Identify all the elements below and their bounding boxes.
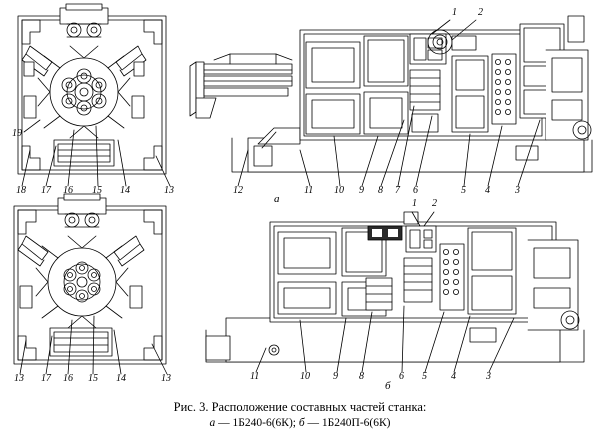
callout-8-bottom: 8: [359, 371, 364, 382]
callout-15-top: 15: [92, 185, 102, 196]
callout-1-top: 1: [452, 7, 457, 18]
callout-3-top: 3: [515, 185, 520, 196]
callout-3-bottom: 3: [486, 371, 491, 382]
callout-13-top: 13: [164, 185, 174, 196]
caption-variant-b: б: [298, 417, 305, 429]
callout-9-top: 9: [359, 185, 364, 196]
callout-18: 18: [16, 185, 26, 196]
callout-6-top: 6: [413, 185, 418, 196]
top-left-machine-view: [18, 4, 170, 186]
bottom-right-machine-view: [206, 212, 584, 372]
callout-16-top: 16: [63, 185, 73, 196]
callout-13-bottom-right: 13: [161, 373, 171, 384]
callout-16-bottom: 16: [63, 373, 73, 384]
callout-14-bottom: 14: [116, 373, 126, 384]
callout-2-top: 2: [478, 7, 483, 18]
callout-10-top: 10: [334, 185, 344, 196]
view-label-b: б: [385, 380, 391, 392]
callout-4-bottom: 4: [451, 371, 456, 382]
callout-4-top: 4: [485, 185, 490, 196]
caption-variant-a-text: — 1Б240-6(6К);: [215, 417, 299, 429]
callout-7: 7: [395, 185, 400, 196]
callout-6-bottom: 6: [399, 371, 404, 382]
callout-8-top: 8: [378, 185, 383, 196]
callout-13-bottom-left: 13: [14, 373, 24, 384]
callout-10-bottom: 10: [300, 371, 310, 382]
callout-12: 12: [233, 185, 243, 196]
callout-11-bottom: 11: [250, 371, 260, 382]
callout-5-bottom: 5: [422, 371, 427, 382]
callout-2-bottom: 2: [432, 198, 437, 209]
callout-19: 19: [12, 128, 22, 139]
callout-17-top: 17: [41, 185, 51, 196]
callout-9-bottom: 9: [333, 371, 338, 382]
callout-1-bottom: 1: [412, 198, 417, 209]
callout-17-bottom: 17: [41, 373, 51, 384]
callout-5-top: 5: [461, 185, 466, 196]
callout-15-bottom: 15: [88, 373, 98, 384]
callout-14-top: 14: [120, 185, 130, 196]
view-label-a: а: [274, 193, 280, 205]
top-right-machine-view: [190, 16, 592, 186]
bottom-left-machine-view: [14, 194, 167, 374]
figure-caption-line2: [0, 417, 600, 429]
caption-variant-a: а: [209, 417, 216, 429]
figure-caption-line1: Рис. 3. Расположение составных частей станка:: [173, 400, 427, 414]
caption-variant-b-text: — 1Б240П-6(6К): [304, 417, 391, 429]
callout-11-top: 11: [304, 185, 314, 196]
